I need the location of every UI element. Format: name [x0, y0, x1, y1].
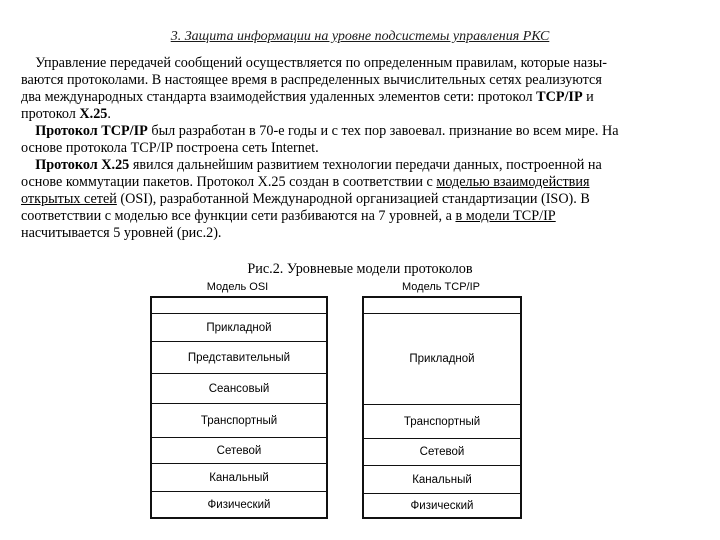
page-heading: 3. Защита информации на уровне подсистемы управления РКС — [170, 29, 550, 44]
osi-layer-presentation: Представительный — [152, 342, 326, 374]
paragraph-tcpip — [21, 123, 701, 157]
tcpip-header-band — [364, 298, 520, 314]
text-line: насчитывается 5 уровней (рис.2). — [21, 225, 222, 241]
osi-model-link[interactable]: открытых сетей — [21, 191, 117, 207]
text-segment: два международных стандарта взаимодействия удаленных элементов сети: протокол — [21, 89, 537, 105]
tcpip-layer-network: Сетевой — [364, 439, 520, 466]
protocol-name: Протокол TCP/IP — [21, 123, 148, 139]
tcpip-model-diagram — [362, 280, 562, 520]
text-line — [21, 174, 701, 191]
osi-model-link[interactable]: моделью взаимодействия — [436, 174, 590, 190]
osi-layer-stack — [150, 296, 328, 519]
osi-model-diagram — [150, 280, 350, 520]
osi-layer-network: Сетевой — [152, 438, 326, 464]
protocol-name: Протокол X.25 — [21, 157, 130, 173]
osi-layer-datalink: Канальный — [152, 464, 326, 492]
tcpip-layer-application: Прикладной — [364, 314, 520, 405]
text-segment: явился дальнейшим развитием технологии передачи данных, построенной на — [129, 157, 602, 173]
text-line — [21, 157, 701, 174]
text-segment: и — [582, 89, 594, 105]
text-line — [21, 208, 701, 225]
text-line — [21, 89, 701, 106]
osi-layer-physical: Физический — [207, 498, 271, 511]
text-segment: протокол — [21, 106, 80, 122]
tcpip-layer-datalink: Канальный — [364, 466, 520, 494]
text-line — [21, 106, 701, 123]
osi-header-band — [152, 298, 326, 314]
osi-layer-transport: Транспортный — [152, 404, 326, 438]
osi-layer-session: Сеансовый — [152, 374, 326, 404]
tcpip-model-link[interactable]: в модели TCP/IP — [455, 208, 556, 224]
osi-model-title: Модель OSI — [206, 281, 269, 293]
tcpip-layer-transport: Транспортный — [364, 405, 520, 439]
text-segment: был разработан в 70-е годы и с тех пор завоевал. признание во всем мире. На — [147, 123, 619, 139]
text-line — [21, 123, 701, 140]
protocol-name: X.25 — [79, 106, 108, 122]
tcpip-layer-physical: Физический — [410, 499, 474, 512]
protocol-name: TCP/IP — [536, 89, 583, 105]
figure-caption: Рис.2. Уровневые модели протоколов — [247, 261, 473, 277]
text-segment: . — [107, 106, 111, 122]
paragraph-intro — [21, 55, 701, 123]
text-segment: соответствии с моделью все функции сети разбиваются на 7 уровней, а — [21, 208, 456, 224]
text-line: ваются протоколами. В настоящее время в распределенных вычислительных сетях реализуются — [21, 72, 602, 88]
osi-layer-application: Прикладной — [152, 314, 326, 342]
tcpip-layer-stack — [362, 296, 522, 519]
text-segment: (OSI), разработанной Международной организацией стандартизации (ISO). В — [116, 191, 590, 207]
text-line: основе протокола TCP/IP построена сеть Internet. — [21, 140, 319, 156]
paragraph-x25 — [21, 157, 701, 242]
text-line: Управление передачей сообщений осуществляется по определенным правилам, которые назы- — [21, 55, 608, 71]
text-line — [21, 191, 701, 208]
text-segment: основе коммутации пакетов. Протокол X.25 создан в соответствии с — [21, 174, 437, 190]
tcpip-model-title: Модель TCP/IP — [402, 281, 480, 293]
